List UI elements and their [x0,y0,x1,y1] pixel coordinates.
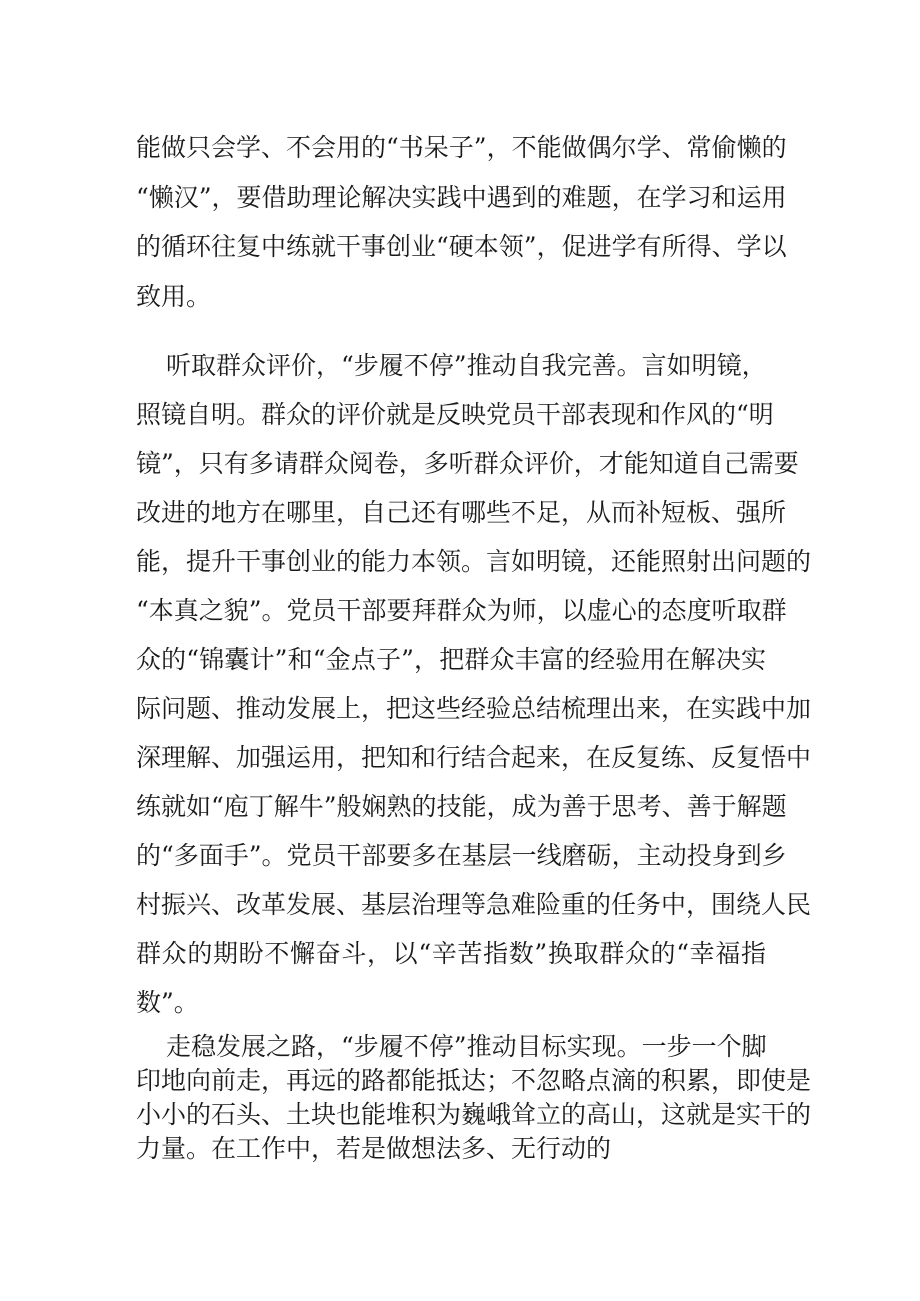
text-line: 小小的石头、土块也能堆积为巍峨耸立的高山，这就是实干的 [136,1100,812,1129]
text-line: 的“多面手”。党员干部要多在基层一线磨砺，主动投身到乡 [136,841,787,870]
text-line: 众的“锦囊计”和“金点子”，把群众丰富的经验用在解决实 [136,645,766,674]
text-line: 群众的期盼不懈奋斗，以“辛苦指数”换取群众的“幸福指 [136,939,766,968]
paragraph-first-line: 走稳发展之路，“步履不停”推动目标实现。一步一个脚 [166,1032,767,1061]
text-line: 照镜自明。群众的评价就是反映党员干部表现和作风的“明 [136,400,774,429]
text-line: “本真之貌”。党员干部要拜群众为师，以虚心的态度听取群 [136,596,787,625]
text-line: “懒汉”，要借助理论解决实践中遇到的难题，在学习和运用 [136,183,787,212]
text-line: 印地向前走，再远的路都能抵达；不忽略点滴的积累，即使是 [136,1066,812,1095]
paragraph-first-line: 听取群众评价，“步履不停”推动自我完善。言如明镜， [166,351,767,380]
text-line: 的循环往复中练就干事创业“硬本领”，促进学有所得、学以 [136,232,787,261]
text-line: 村振兴、改革发展、基层治理等急难险重的任务中，围绕人民 [136,890,812,919]
text-line: 数”。 [136,988,199,1017]
text-line: 力量。在工作中，若是做想法多、无行动的 [136,1134,612,1163]
text-line: 能，提升干事创业的能力本领。言如明镜，还能照射出问题的 [136,547,812,576]
text-line: 能做只会学、不会用的“书呆子”，不能做偶尔学、常偷懒的 [136,133,787,162]
text-line: 深理解、加强运用，把知和行结合起来，在反复练、反复悟中 [136,743,812,772]
text-line: 际问题、推动发展上，把这些经验总结梳理出来，在实践中加 [136,694,812,723]
text-line: 改进的地方在哪里，自己还有哪些不足，从而补短板、强所 [136,498,787,527]
text-line: 练就如“庖丁解牛”般娴熟的技能，成为善于思考、善于解题 [136,792,787,821]
text-line: 致用。 [136,282,212,311]
text-line: 镜”，只有多请群众阅卷，多听群众评价，才能知道自己需要 [136,449,799,478]
